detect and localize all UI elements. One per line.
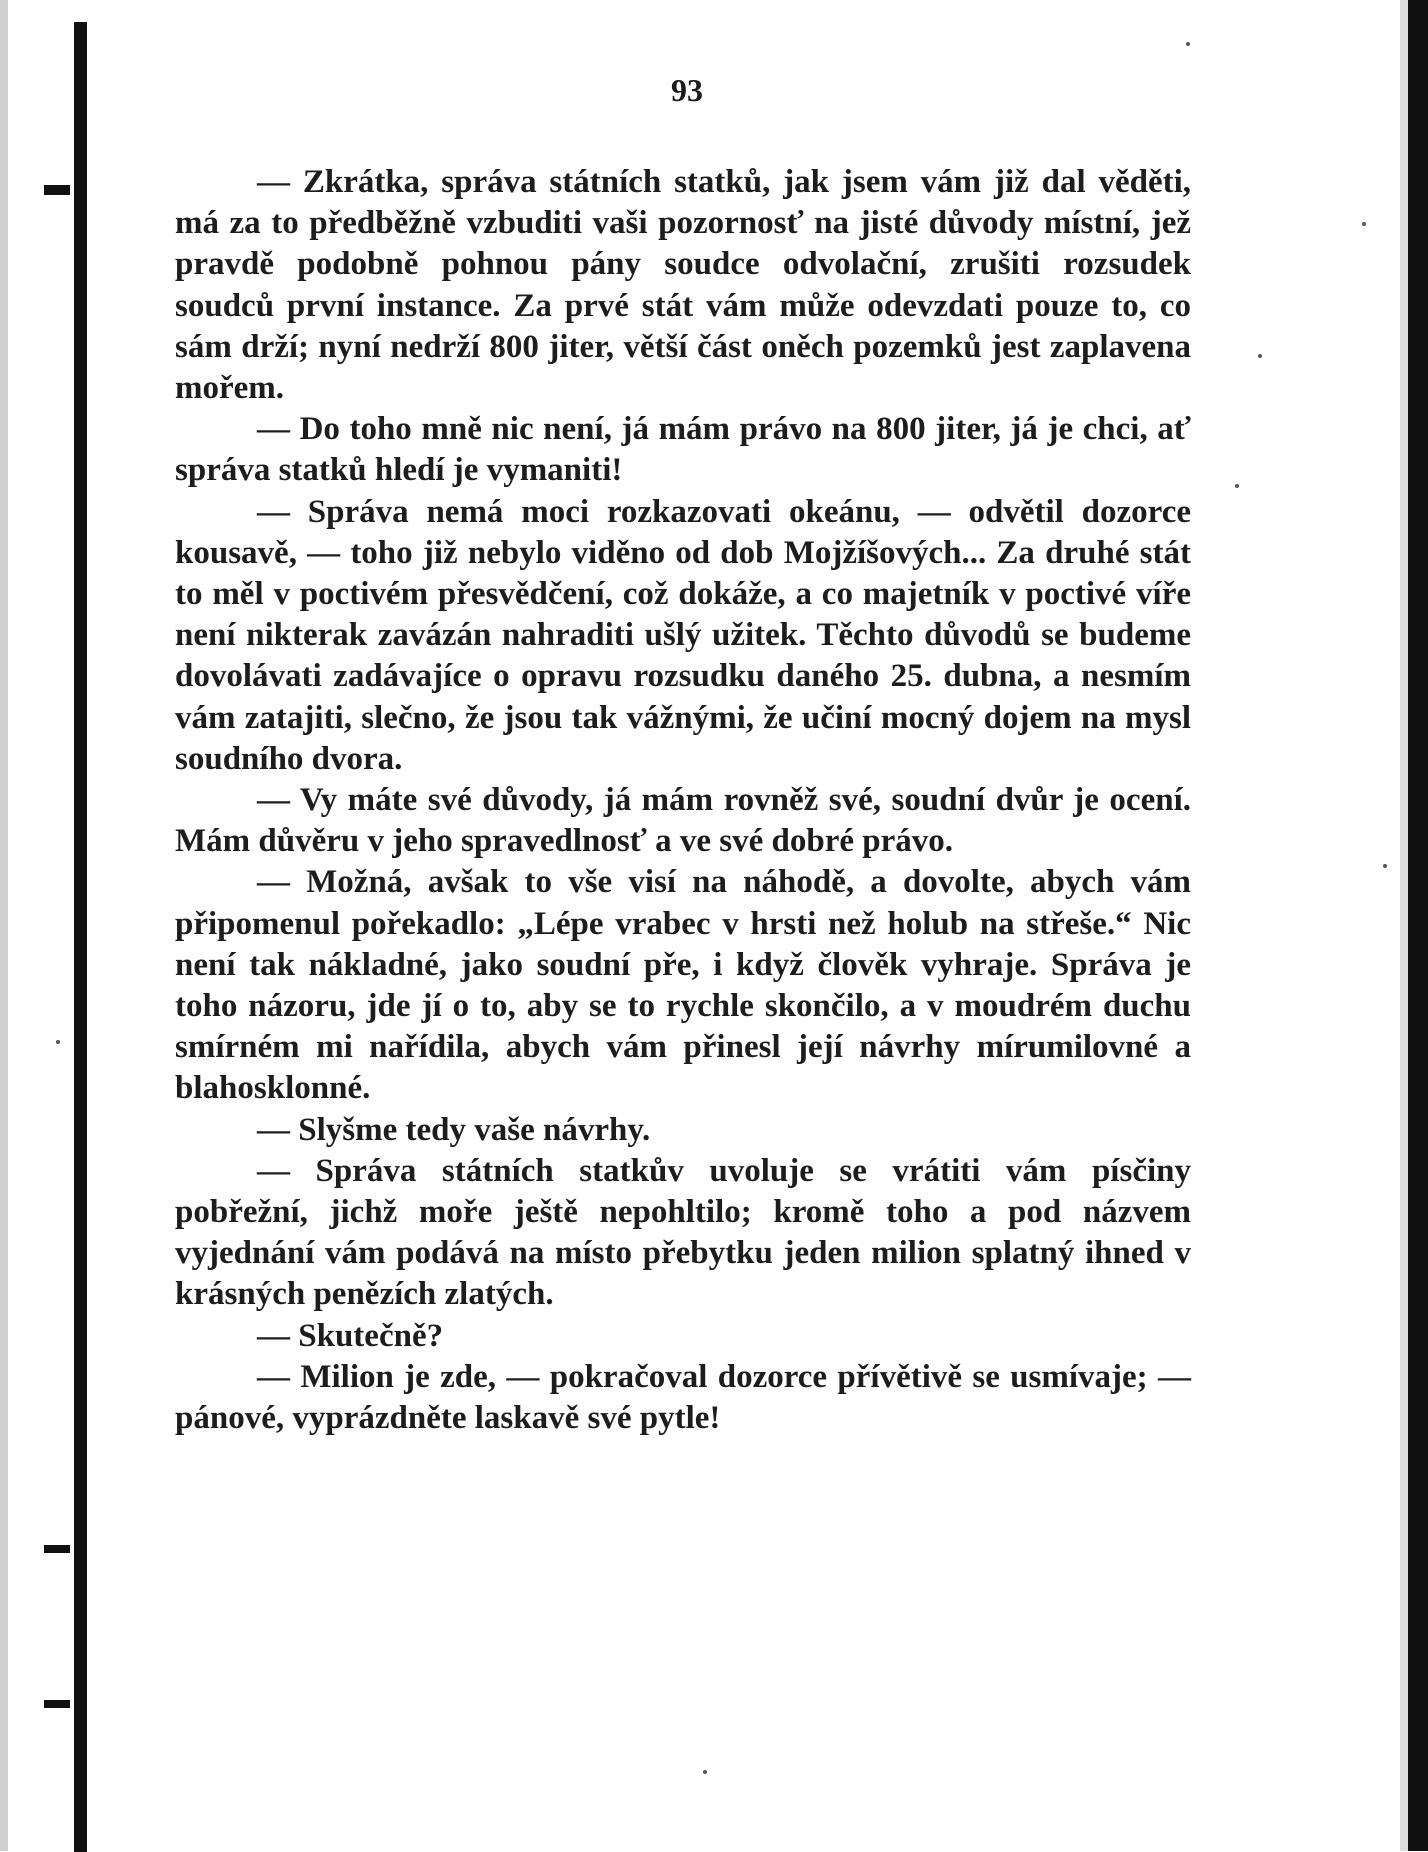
paragraph: — Slyšme tedy vaše návrhy. [257,1111,651,1148]
binding-mark [44,1700,70,1708]
paragraph: — Zkrátka, správa státních statků, jak jsem vám již dal věděti, má za to předběžně vzbuditi vaši pozornosť na jisté důvody místní, jež pravdě podobně pohnou pány soudce odvolační, zrušiti rozsudek soudců první instance. Za prvé stát vám může odevzdati pouze to, co sám drží; nyní nedrží 800 jiter, větší část oněch pozemků jest zaplavena mořem. [175,164,1191,407]
scan-speck [1186,42,1190,46]
page-number: 93 [671,72,703,108]
binding-mark [44,185,70,195]
page-right-edge-light [1400,0,1408,1851]
paragraph: — Milion je zde, — pokračoval dozorce přívětivě se usmívaje; — pánové, vyprázdněte laskavě své pytle! [175,1358,1191,1437]
paragraph: — Možná, avšak to vše visí na náhodě, a dovolte, abych vám připomenul pořekadlo: „Lépe vrabec v hrsti než holub na střeše.“ Nic není tak nákladné, jako soudní pře, i když člověk vyhraje. Správa je toho názoru, jde jí o to, aby se to rychle skončilo, a v moudrém duchu smírném mi nařídila, abych vám přinesl její návrhy mírumilovné a blahosklonné. [175,864,1191,1107]
scan-speck [703,1770,707,1774]
scan-speck [1235,484,1239,488]
body-text [175,162,1191,1439]
scan-speck [1383,864,1387,868]
paragraph: — Skutečně? [257,1317,444,1354]
paragraph: — Správa státních statkův uvoluje se vrátiti vám písčiny pobřežní, jichž moře ještě nepohltilo; kromě toho a pod názvem vyjednání vám podává na místo přebytku jeden milion splatný ihned v krásných penězích zlatých. [175,1152,1191,1313]
paragraph: — Správa nemá moci rozkazovati okeánu, — odvětil dozorce kousavě, — toho již nebylo viděno od dob Mojžíšových... Za druhé stát to měl v poctivém přesvědčení, což dokáže, a co majetník v poctivé víře není nikterak zavázán nahraditi ušlý užitek. Těchto důvodů se budeme dovolávati zadávajíce o opravu rozsudku daného 25. dubna, a nesmím vám zatajiti, slečno, že jsou tak vážnými, že učiní mocný dojem na mysl soudního dvora. [175,493,1191,777]
binding-shadow [74,22,87,1852]
scan-speck [1362,222,1366,226]
binding-mark [44,1545,70,1553]
scan-speck [56,1040,60,1044]
paragraph: — Do toho mně nic není, já mám právo na 800 jiter, já je chci, ať správa statků hledí je vymaniti! [175,411,1191,489]
page-right-edge [1408,0,1428,1851]
page-left-edge [0,0,8,1851]
paragraph: — Vy máte své důvody, já mám rovněž své, soudní dvůr je ocení. Mám důvěru v jeho spravedlnosť a ve své dobré právo. [175,782,1191,860]
scan-speck [1258,354,1262,358]
